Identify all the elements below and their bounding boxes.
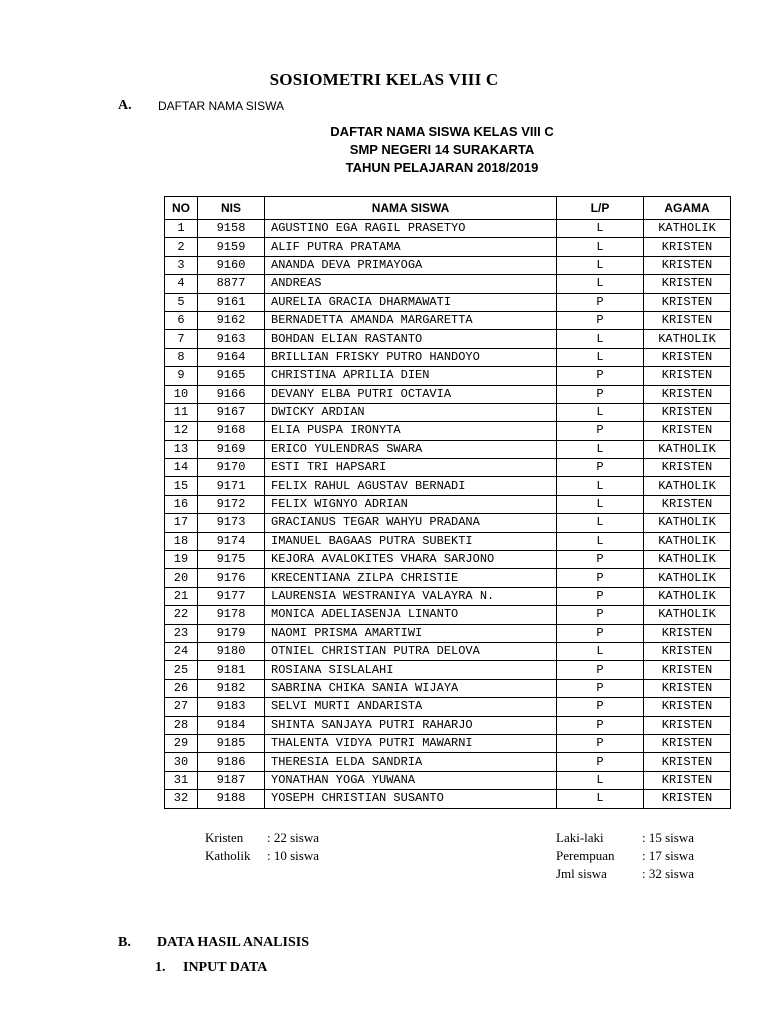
cell-no: 18 <box>165 532 198 550</box>
cell-gender: P <box>557 606 644 624</box>
summary-row <box>556 866 694 882</box>
cell-gender: L <box>557 256 644 274</box>
cell-gender: L <box>557 440 644 458</box>
cell-no: 2 <box>165 238 198 256</box>
cell-religion: KRISTEN <box>644 422 731 440</box>
cell-no: 11 <box>165 403 198 421</box>
cell-no: 6 <box>165 311 198 329</box>
cell-no: 20 <box>165 569 198 587</box>
table-row <box>165 661 731 679</box>
table-row <box>165 532 731 550</box>
cell-name: DWICKY ARDIAN <box>265 403 557 421</box>
student-table <box>164 196 731 809</box>
cell-gender: P <box>557 753 644 771</box>
cell-no: 5 <box>165 293 198 311</box>
cell-religion: KATHOLIK <box>644 587 731 605</box>
summary-row <box>205 830 319 846</box>
cell-no: 29 <box>165 734 198 752</box>
cell-gender: L <box>557 275 644 293</box>
cell-religion: KATHOLIK <box>644 569 731 587</box>
cell-no: 17 <box>165 514 198 532</box>
subsection-1-marker: 1. <box>155 960 166 975</box>
table-row <box>165 771 731 789</box>
table-row <box>165 238 731 256</box>
cell-nis: 9172 <box>198 495 265 513</box>
cell-nis: 9177 <box>198 587 265 605</box>
cell-name: ELIA PUSPA IRONYTA <box>265 422 557 440</box>
cell-religion: KATHOLIK <box>644 330 731 348</box>
table-body <box>165 220 731 809</box>
cell-nis: 9167 <box>198 403 265 421</box>
table-row <box>165 716 731 734</box>
cell-name: GRACIANUS TEGAR WAHYU PRADANA <box>265 514 557 532</box>
table-row <box>165 698 731 716</box>
cell-nis: 8877 <box>198 275 265 293</box>
cell-religion: KRISTEN <box>644 790 731 808</box>
cell-nis: 9186 <box>198 753 265 771</box>
cell-gender: P <box>557 459 644 477</box>
cell-gender: P <box>557 367 644 385</box>
cell-gender: P <box>557 734 644 752</box>
cell-gender: P <box>557 716 644 734</box>
cell-no: 22 <box>165 606 198 624</box>
cell-no: 3 <box>165 256 198 274</box>
cell-nis: 9163 <box>198 330 265 348</box>
cell-gender: L <box>557 330 644 348</box>
table-row <box>165 790 731 808</box>
cell-nis: 9174 <box>198 532 265 550</box>
table-row <box>165 569 731 587</box>
cell-religion: KATHOLIK <box>644 220 731 238</box>
cell-no: 27 <box>165 698 198 716</box>
table-header-row <box>165 197 731 220</box>
table-heading-line3: TAHUN PELAJARAN 2018/2019 <box>345 160 539 175</box>
cell-name: KEJORA AVALOKITES VHARA SARJONO <box>265 551 557 569</box>
cell-religion: KATHOLIK <box>644 514 731 532</box>
table-row <box>165 256 731 274</box>
cell-name: AURELIA GRACIA DHARMAWATI <box>265 293 557 311</box>
table-row <box>165 220 731 238</box>
cell-gender: P <box>557 422 644 440</box>
cell-religion: KRISTEN <box>644 348 731 366</box>
cell-religion: KRISTEN <box>644 459 731 477</box>
cell-name: SHINTA SANJAYA PUTRI RAHARJO <box>265 716 557 734</box>
cell-religion: KRISTEN <box>644 311 731 329</box>
cell-gender: L <box>557 642 644 660</box>
section-a-label: DAFTAR NAMA SISWA <box>158 99 285 113</box>
cell-name: ROSIANA SISLALAHI <box>265 661 557 679</box>
section-b-label: DATA HASIL ANALISIS <box>157 935 309 950</box>
section-b-marker: B. <box>118 935 131 950</box>
cell-religion: KATHOLIK <box>644 532 731 550</box>
cell-nis: 9161 <box>198 293 265 311</box>
cell-gender: P <box>557 293 644 311</box>
table-heading-line2: SMP NEGERI 14 SURAKARTA <box>349 142 535 157</box>
table-row <box>165 734 731 752</box>
table-row <box>165 606 731 624</box>
table-row <box>165 587 731 605</box>
cell-gender: L <box>557 348 644 366</box>
cell-nis: 9182 <box>198 679 265 697</box>
column-header-name: NAMA SISWA <box>265 197 557 220</box>
cell-nis: 9181 <box>198 661 265 679</box>
table-row <box>165 293 731 311</box>
table-row <box>165 624 731 642</box>
cell-nis: 9187 <box>198 771 265 789</box>
table-row <box>165 403 731 421</box>
cell-nis: 9166 <box>198 385 265 403</box>
cell-religion: KRISTEN <box>644 771 731 789</box>
cell-religion: KRISTEN <box>644 679 731 697</box>
cell-gender: P <box>557 311 644 329</box>
summary-value: : 32 siswa <box>642 866 694 881</box>
cell-nis: 9175 <box>198 551 265 569</box>
table-row <box>165 422 731 440</box>
cell-religion: KATHOLIK <box>644 477 731 495</box>
cell-nis: 9179 <box>198 624 265 642</box>
cell-name: BRILLIAN FRISKY PUTRO HANDOYO <box>265 348 557 366</box>
column-header-no: NO <box>165 197 198 220</box>
table-row <box>165 311 731 329</box>
cell-gender: L <box>557 220 644 238</box>
cell-no: 7 <box>165 330 198 348</box>
cell-gender: P <box>557 551 644 569</box>
cell-religion: KRISTEN <box>644 403 731 421</box>
cell-religion: KRISTEN <box>644 716 731 734</box>
cell-name: AGUSTINO EGA RAGIL PRASETYO <box>265 220 557 238</box>
cell-religion: KRISTEN <box>644 495 731 513</box>
cell-name: CHRISTINA APRILIA DIEN <box>265 367 557 385</box>
cell-nis: 9164 <box>198 348 265 366</box>
cell-name: LAURENSIA WESTRANIYA VALAYRA N. <box>265 587 557 605</box>
cell-gender: P <box>557 385 644 403</box>
cell-name: SELVI MURTI ANDARISTA <box>265 698 557 716</box>
cell-name: ANANDA DEVA PRIMAYOGA <box>265 256 557 274</box>
summary-row <box>556 830 694 846</box>
table-row <box>165 514 731 532</box>
cell-name: DEVANY ELBA PUTRI OCTAVIA <box>265 385 557 403</box>
cell-no: 19 <box>165 551 198 569</box>
cell-nis: 9178 <box>198 606 265 624</box>
cell-name: THALENTA VIDYA PUTRI MAWARNI <box>265 734 557 752</box>
table-heading-line1: DAFTAR NAMA SISWA KELAS VIII C <box>330 124 554 139</box>
cell-gender: L <box>557 238 644 256</box>
summary-label: Jml siswa <box>556 866 607 881</box>
cell-no: 4 <box>165 275 198 293</box>
cell-name: THERESIA ELDA SANDRIA <box>265 753 557 771</box>
cell-religion: KRISTEN <box>644 734 731 752</box>
table-row <box>165 348 731 366</box>
summary-value: : 17 siswa <box>642 848 694 863</box>
cell-gender: L <box>557 495 644 513</box>
cell-religion: KRISTEN <box>644 661 731 679</box>
cell-religion: KRISTEN <box>644 256 731 274</box>
summary-label: Laki-laki <box>556 830 604 845</box>
subsection-1-label: INPUT DATA <box>183 960 268 975</box>
summary-value: : 10 siswa <box>267 848 319 863</box>
cell-nis: 9162 <box>198 311 265 329</box>
cell-name: KRECENTIANA ZILPA CHRISTIE <box>265 569 557 587</box>
cell-no: 14 <box>165 459 198 477</box>
cell-name: OTNIEL CHRISTIAN PUTRA DELOVA <box>265 642 557 660</box>
summary-row <box>205 848 319 864</box>
cell-nis: 9185 <box>198 734 265 752</box>
cell-religion: KRISTEN <box>644 275 731 293</box>
cell-no: 21 <box>165 587 198 605</box>
table-row <box>165 385 731 403</box>
cell-no: 25 <box>165 661 198 679</box>
cell-name: ERICO YULENDRAS SWARA <box>265 440 557 458</box>
cell-no: 28 <box>165 716 198 734</box>
cell-religion: KATHOLIK <box>644 440 731 458</box>
cell-no: 12 <box>165 422 198 440</box>
cell-gender: P <box>557 679 644 697</box>
cell-name: FELIX RAHUL AGUSTAV BERNADI <box>265 477 557 495</box>
column-header-gender: L/P <box>557 197 644 220</box>
cell-nis: 9171 <box>198 477 265 495</box>
cell-name: BOHDAN ELIAN RASTANTO <box>265 330 557 348</box>
cell-gender: P <box>557 587 644 605</box>
cell-name: ANDREAS <box>265 275 557 293</box>
summary-label: Perempuan <box>556 848 615 863</box>
cell-no: 30 <box>165 753 198 771</box>
cell-religion: KRISTEN <box>644 698 731 716</box>
table-row <box>165 275 731 293</box>
cell-nis: 9176 <box>198 569 265 587</box>
cell-nis: 9160 <box>198 256 265 274</box>
table-row <box>165 642 731 660</box>
cell-gender: L <box>557 790 644 808</box>
cell-nis: 9188 <box>198 790 265 808</box>
cell-nis: 9173 <box>198 514 265 532</box>
cell-nis: 9168 <box>198 422 265 440</box>
cell-nis: 9184 <box>198 716 265 734</box>
table-row <box>165 753 731 771</box>
cell-religion: KATHOLIK <box>644 551 731 569</box>
table-row <box>165 477 731 495</box>
cell-nis: 9183 <box>198 698 265 716</box>
cell-no: 10 <box>165 385 198 403</box>
cell-name: YONATHAN YOGA YUWANA <box>265 771 557 789</box>
cell-nis: 9169 <box>198 440 265 458</box>
cell-religion: KRISTEN <box>644 624 731 642</box>
cell-religion: KRISTEN <box>644 642 731 660</box>
table-row <box>165 495 731 513</box>
cell-no: 24 <box>165 642 198 660</box>
cell-name: MONICA ADELIASENJA LINANTO <box>265 606 557 624</box>
cell-no: 26 <box>165 679 198 697</box>
cell-gender: L <box>557 514 644 532</box>
cell-religion: KRISTEN <box>644 238 731 256</box>
cell-no: 13 <box>165 440 198 458</box>
column-header-religion: AGAMA <box>644 197 731 220</box>
cell-no: 23 <box>165 624 198 642</box>
cell-gender: L <box>557 403 644 421</box>
cell-nis: 9159 <box>198 238 265 256</box>
cell-nis: 9180 <box>198 642 265 660</box>
table-row <box>165 679 731 697</box>
page-title: SOSIOMETRI KELAS VIII C <box>269 70 499 89</box>
cell-name: ALIF PUTRA PRATAMA <box>265 238 557 256</box>
cell-religion: KATHOLIK <box>644 606 731 624</box>
cell-name: BERNADETTA AMANDA MARGARETTA <box>265 311 557 329</box>
cell-gender: P <box>557 624 644 642</box>
table-row <box>165 440 731 458</box>
summary-label: Kristen <box>205 830 244 845</box>
cell-nis: 9158 <box>198 220 265 238</box>
cell-no: 32 <box>165 790 198 808</box>
cell-nis: 9165 <box>198 367 265 385</box>
cell-name: FELIX WIGNYO ADRIAN <box>265 495 557 513</box>
summary-row <box>556 848 694 864</box>
cell-religion: KRISTEN <box>644 293 731 311</box>
table-row <box>165 330 731 348</box>
summary-value: : 22 siswa <box>267 830 319 845</box>
cell-no: 31 <box>165 771 198 789</box>
table-row <box>165 551 731 569</box>
column-header-nis: NIS <box>198 197 265 220</box>
cell-gender: L <box>557 771 644 789</box>
cell-religion: KRISTEN <box>644 753 731 771</box>
summary-label: Katholik <box>205 848 251 863</box>
cell-name: IMANUEL BAGAAS PUTRA SUBEKTI <box>265 532 557 550</box>
cell-gender: P <box>557 698 644 716</box>
cell-nis: 9170 <box>198 459 265 477</box>
cell-no: 16 <box>165 495 198 513</box>
cell-no: 1 <box>165 220 198 238</box>
cell-name: NAOMI PRISMA AMARTIWI <box>265 624 557 642</box>
cell-no: 15 <box>165 477 198 495</box>
cell-name: YOSEPH CHRISTIAN SUSANTO <box>265 790 557 808</box>
table-row <box>165 367 731 385</box>
cell-religion: KRISTEN <box>644 385 731 403</box>
section-a-marker: A. <box>118 98 132 113</box>
table-row <box>165 459 731 477</box>
cell-gender: P <box>557 661 644 679</box>
summary-value: : 15 siswa <box>642 830 694 845</box>
cell-gender: L <box>557 532 644 550</box>
cell-no: 9 <box>165 367 198 385</box>
cell-gender: P <box>557 569 644 587</box>
cell-gender: L <box>557 477 644 495</box>
cell-name: ESTI TRI HAPSARI <box>265 459 557 477</box>
cell-name: SABRINA CHIKA SANIA WIJAYA <box>265 679 557 697</box>
cell-religion: KRISTEN <box>644 367 731 385</box>
cell-no: 8 <box>165 348 198 366</box>
